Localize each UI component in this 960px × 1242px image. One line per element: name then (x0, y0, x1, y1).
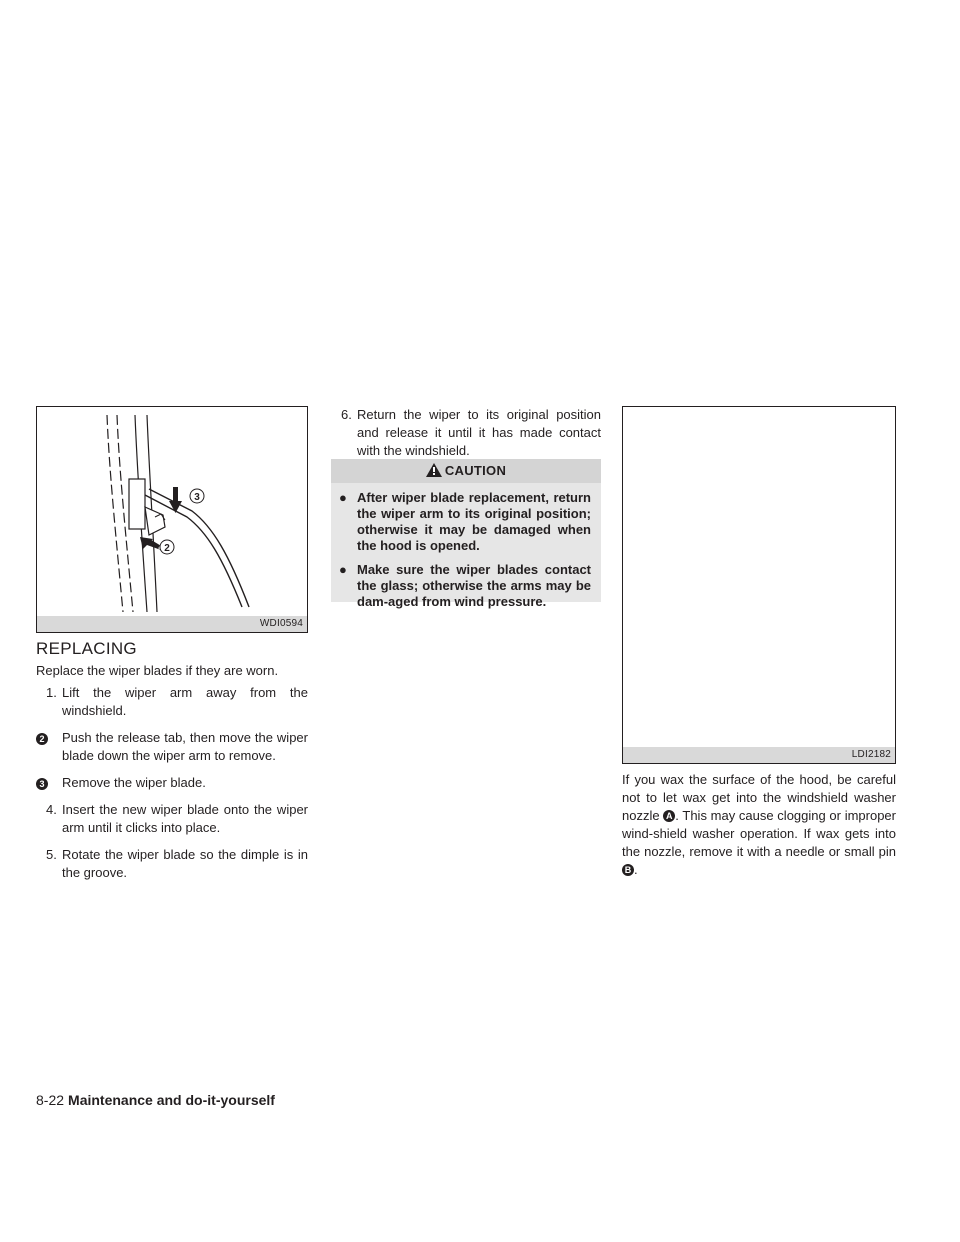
step-1: 1. Lift the wiper arm away from the windshield. (46, 685, 308, 718)
step-2: 2 Push the release tab, then move the wiper blade down the wiper arm to remove. (36, 729, 308, 765)
figure-id: WDI0594 (259, 618, 303, 629)
figure-washer-nozzle (622, 406, 896, 764)
figure-id-bar (37, 616, 307, 632)
caution-heading: CAUTION (331, 459, 601, 483)
left-column (36, 662, 308, 882)
middle-column (331, 406, 601, 460)
step-4: 4. Insert the new wiper blade onto the wiper arm until it clicks into place. (46, 802, 308, 835)
marker-b: B (622, 864, 634, 876)
section-title: REPLACING (36, 639, 137, 658)
callout-3: 3 (194, 492, 200, 503)
figure-wiper-removal (36, 406, 308, 633)
callout-2: 2 (164, 543, 170, 554)
step-3-marker: 3 (36, 778, 48, 790)
figure-id: LDI2182 (851, 749, 891, 760)
step-5: 5. Rotate the wiper blade so the dimple is in the groove. (46, 847, 308, 880)
caution-item-1: ● After wiper blade replacement, return the wiper arm to its original position; otherwise it may be damaged when the hood is opened. (339, 490, 591, 553)
figure-id-bar (623, 747, 895, 763)
caution-item-2: ● Make sure the wiper blades contact the glass; otherwise the arms may be dam-aged from wind pressure. (339, 562, 591, 609)
step-6: 6. Return the wiper to its original position and release it until it has made contact with the windshield. (341, 407, 601, 458)
chapter-title: Maintenance and do-it-yourself (68, 1092, 275, 1108)
step-3: 3 Remove the wiper blade. (36, 774, 308, 792)
step-2-marker: 2 (36, 733, 48, 745)
intro-text: Replace the wiper blades if they are worn. (36, 663, 279, 678)
wiper-illustration (37, 407, 307, 616)
caution-box (331, 459, 601, 609)
page-number: 8-22 (36, 1092, 65, 1108)
warning-icon (426, 463, 442, 477)
wax-note: If you wax the surface of the hood, be careful not to let wax get into the windshield washer nozzle A . This may cause clogging or improper wind-shield washer operation. If wax gets into the nozzle, remove it with a needle or small pin B . (622, 772, 896, 877)
right-column (622, 771, 896, 879)
page-footer (36, 1092, 275, 1108)
marker-a: A (663, 810, 675, 822)
